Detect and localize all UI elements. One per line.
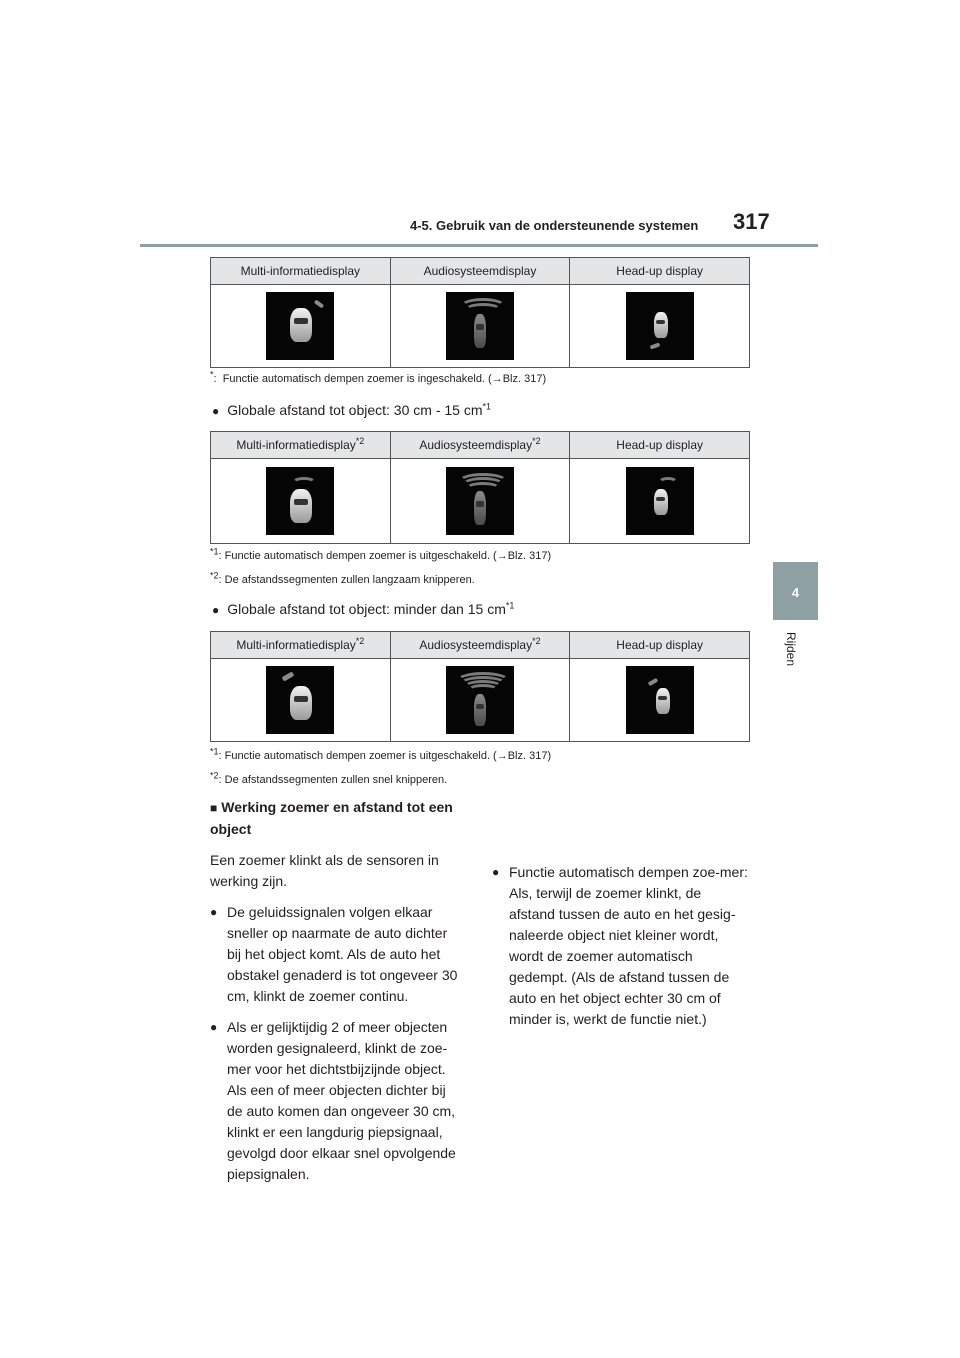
section-header-title: 4-5. Gebruik van de ondersteunende systemen [410,218,699,233]
chapter-number: 4 [791,585,800,600]
subheading: ■ Werking zoemer en afstand tot een object [210,799,453,837]
column-header: Audiosysteemdisplay$^{*2}$ [390,432,570,459]
display-table-1 [210,257,750,368]
list-item: ● Als er gelijktijdig 2 of meer objecten worden gesignaleerd, klinkt de zoe-mer voor het dichtstbijzijnde object. Als een of meer objecten dichter bij de auto komen dan ongeveer 30 cm, klinkt er een langdurig piepsignaal, gevolgd door elkaar snel opvolgende piepsignalen. [210,1019,456,1182]
multi-info-display-image [266,467,334,535]
bullet-heading: ● Globale afstand tot object: minder dan 15 $cm^{*1}$ [212,600,515,617]
column-header: Multi-informatiedisplay$^{*2}$ [211,632,391,659]
body-right-column [492,862,750,1030]
chapter-label: Rijden [784,632,798,667]
head-up-display-image [626,292,694,360]
list-item: ● De geluidssignalen volgen elkaar sneller op naarmate de auto dichter bij het object komt. Als de auto het obstakel genaderd is tot ongeveer 30 cm, klinkt de zoemer continu. [210,904,458,1004]
list-item: ● Functie automatisch dempen zoe-mer: Als, terwijl de zoemer klinkt, de afstand tussen de auto en het gesig-naleerde object niet kleiner wordt, wordt de zoemer automatisch gedempt. (Als de afstand tussen de auto en het object echter 30 cm of minder is, werkt de functie niet.) [492,864,748,1027]
column-header: Head-up display [570,258,750,285]
audio-display-image [446,467,514,535]
audio-display-image [446,666,514,734]
column-header: Head-up display [570,432,750,459]
page-number: 317 [733,209,770,234]
header-divider [140,244,818,247]
body-left-column [210,797,465,1185]
footnote: $^{*2}$: De afstandssegmenten zullen snel knipperen. [210,770,448,786]
multi-info-display-image [266,666,334,734]
footnote: $^{*1}$: Functie automatisch dempen zoemer is uitgeschakeld. (→Blz. 317) [210,546,552,562]
column-header: Multi-informatiedisplay$^{*2}$ [211,432,391,459]
display-table-2 [210,431,750,544]
multi-info-display-image [266,292,334,360]
display-table-3 [210,631,750,742]
column-header: Head-up display [570,632,750,659]
footnote: *: Functie automatisch dempen zoemer is ingeschakeld. (→Blz. 317) [210,369,547,385]
footnote: $^{*2}$: De afstandssegmenten zullen langzaam knipperen. [210,570,475,586]
column-header: Multi-informatiedisplay [211,258,391,285]
column-header: Audiosysteemdisplay [390,258,570,285]
column-header: Audiosysteemdisplay$^{*2}$ [390,632,570,659]
head-up-display-image [626,467,694,535]
audio-display-image [446,292,514,360]
intro-paragraph: Een zoemer klinkt als de sensoren in werking zijn. [210,852,439,889]
bullet-heading: ● Globale afstand tot object: 30 cm - 15 $cm^{*1}$ [212,401,492,418]
head-up-display-image [626,666,694,734]
footnote: $^{*1}$: Functie automatisch dempen zoemer is uitgeschakeld. (→Blz. 317) [210,746,552,762]
